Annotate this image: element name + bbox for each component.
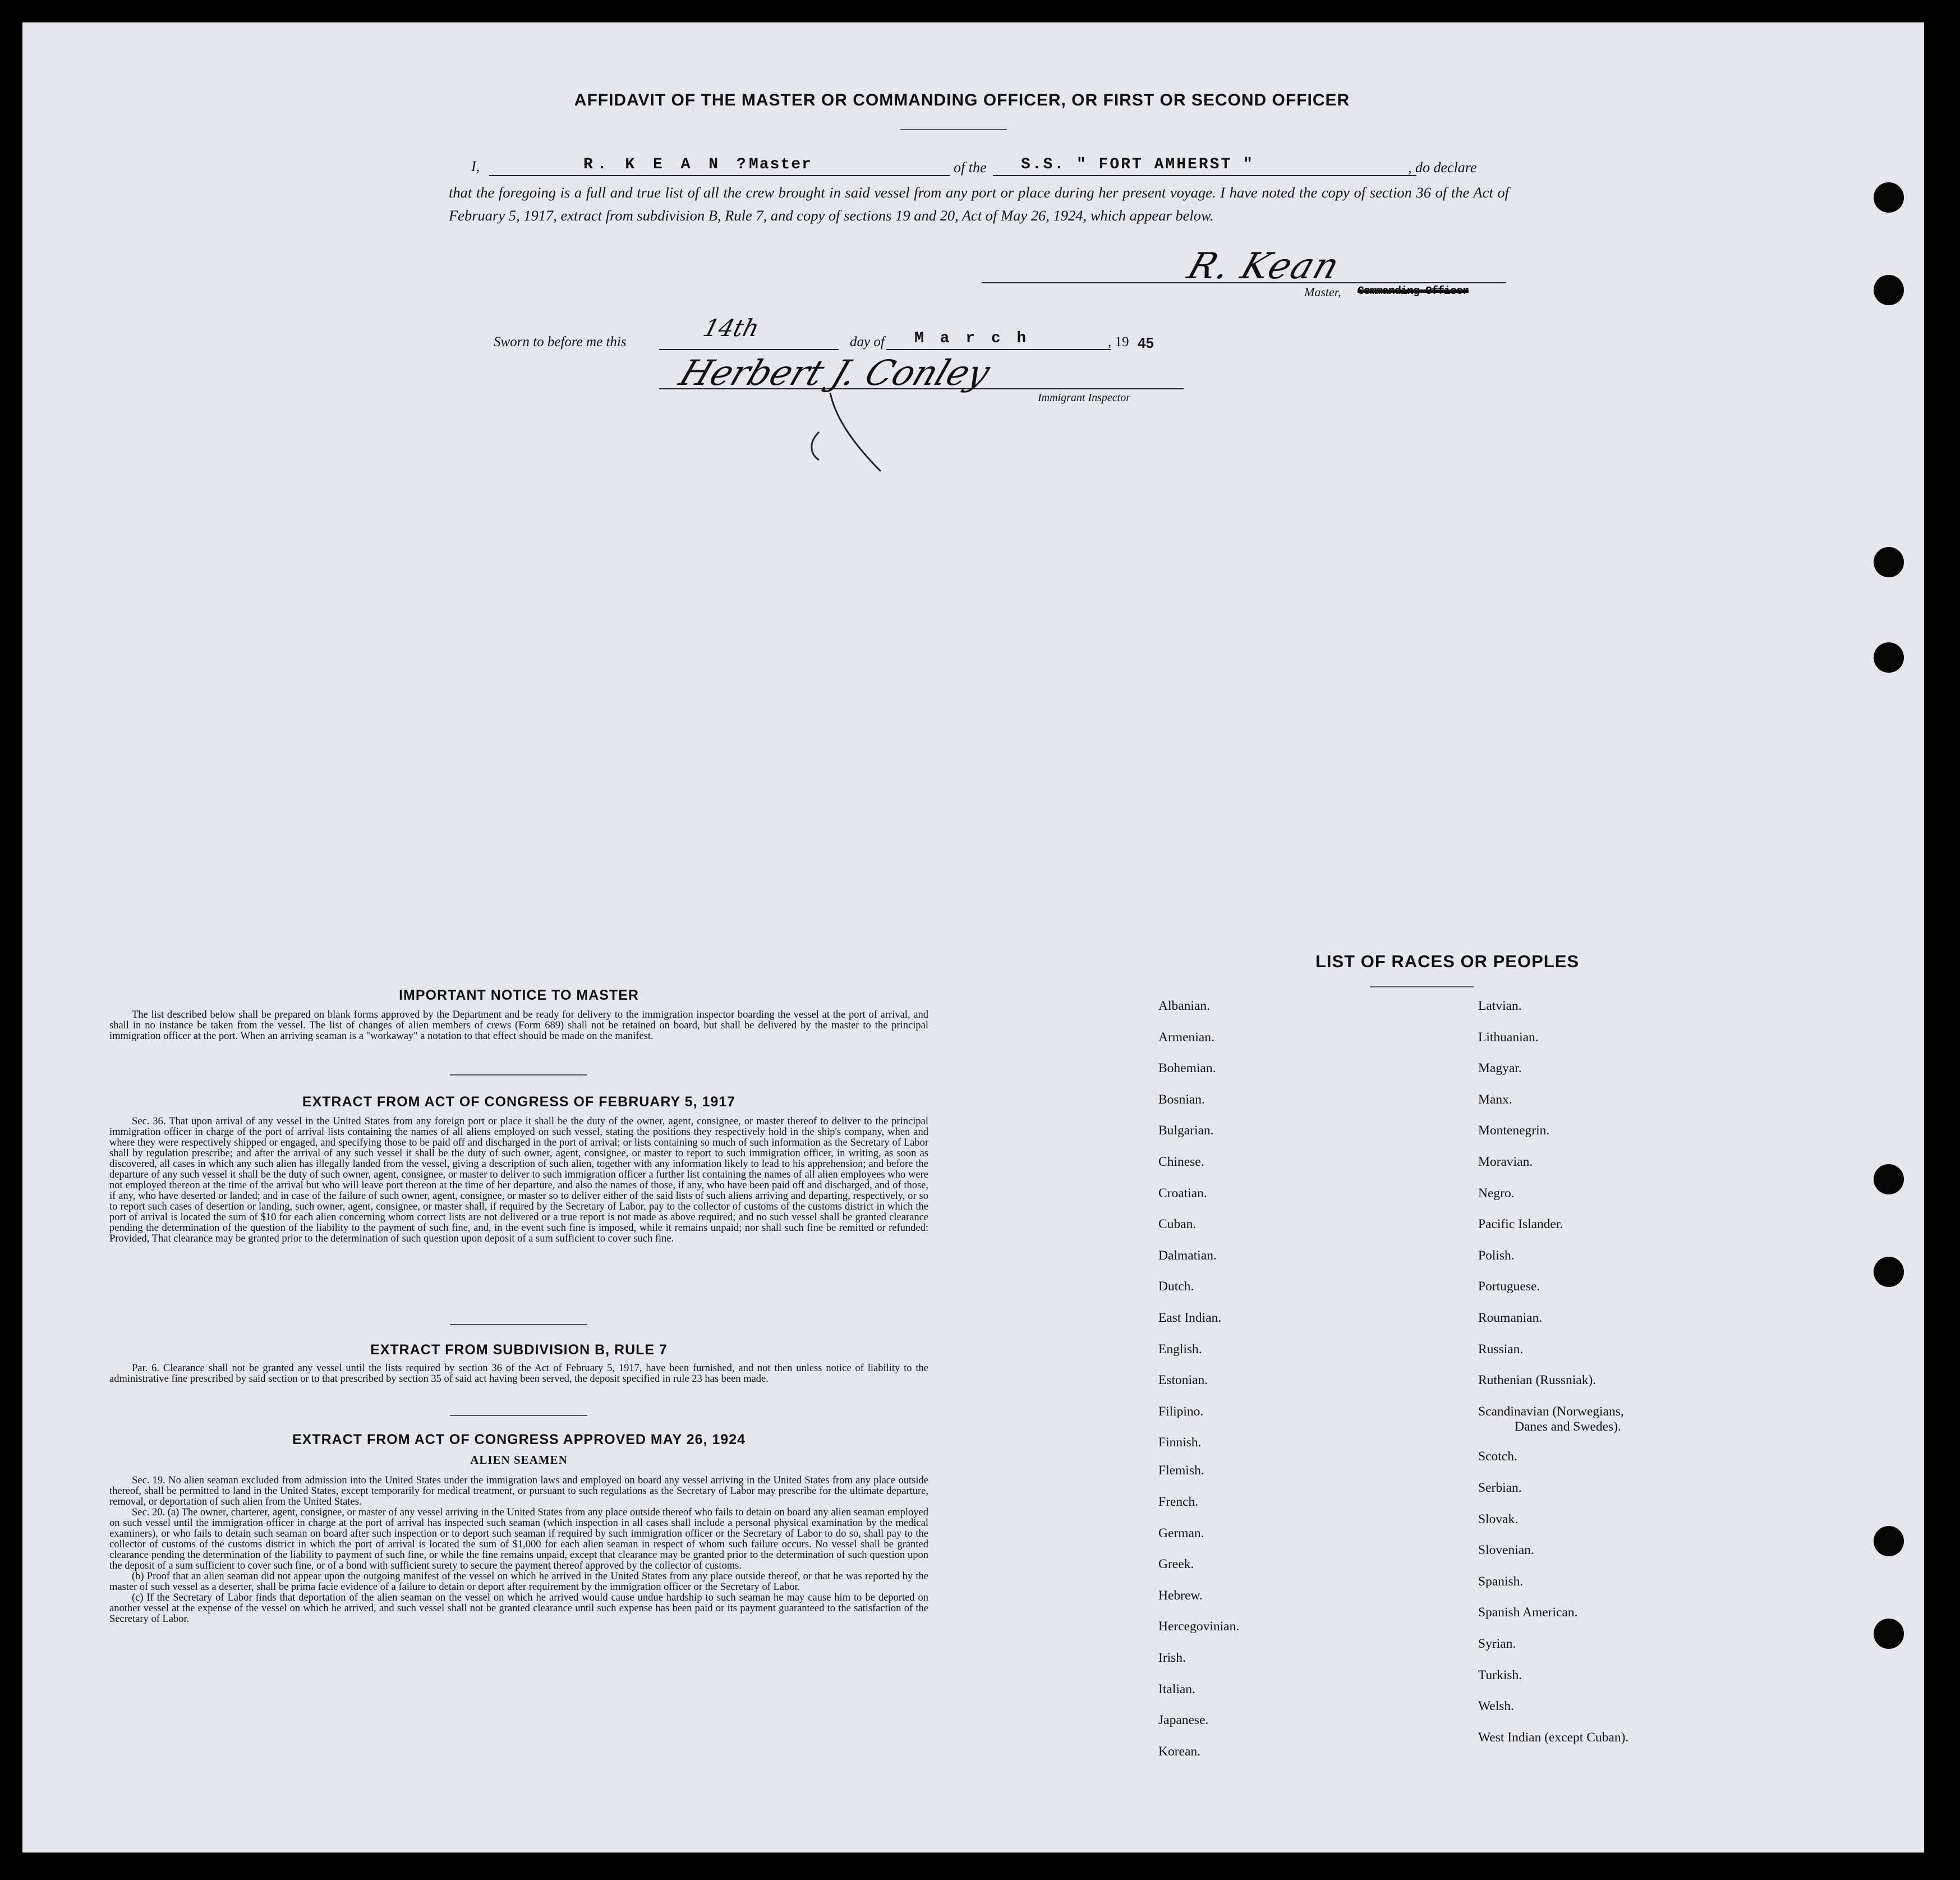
extract-1924-text (109, 1475, 928, 1625)
sworn-month: M a r c h (914, 330, 1030, 347)
extract-1924-subtitle: ALIEN SEAMEN (470, 1453, 568, 1467)
race-item: West Indian (except Cuban). (1478, 1730, 1629, 1745)
race-item: Spanish American. (1478, 1605, 1578, 1620)
punch-hole (1874, 182, 1904, 213)
notice-title: IMPORTANT NOTICE TO MASTER (399, 987, 639, 1003)
races-title-divider (1370, 986, 1474, 987)
race-item: Ruthenian (Russniak). (1478, 1373, 1596, 1388)
punch-hole (1874, 642, 1904, 673)
punch-hole (1874, 1526, 1904, 1556)
label-of-the: of the (954, 159, 987, 176)
race-item: Russian. (1478, 1341, 1524, 1357)
label-i: I, (471, 158, 480, 174)
race-item: Manx. (1478, 1092, 1512, 1107)
punch-hole (1874, 275, 1904, 305)
race-item: Flemish. (1158, 1463, 1204, 1478)
race-item: Moravian. (1478, 1155, 1533, 1169)
race-item: Bosnian. (1158, 1092, 1205, 1107)
inspector-signature-flourish (797, 387, 909, 488)
race-item: Negro. (1478, 1185, 1515, 1201)
race-item: English. (1158, 1341, 1202, 1357)
race-item: Italian. (1158, 1681, 1195, 1697)
sec-20c: (c) If the Secretary of Labor finds that deportation of the alien seaman on the vessel on which he arrived would cause undue hardship to such seaman he may cause him to be deported on another vessel at the expense of the vessel on which he arrived, and such vessel shall not be granted clearance until such expense has been paid or its payment guaranteed to the satisfaction of the Secretary of Labor. (109, 1592, 928, 1625)
inspector-signature: Herbert J. Conley (674, 352, 996, 393)
race-item: Spanish. (1478, 1574, 1524, 1589)
race-item: Polish. (1478, 1248, 1515, 1263)
sworn-month-underline (886, 349, 1111, 350)
sec-20b: (b) Proof that an alien seaman did not appear upon the outgoing manifest of the vessel on which he arrived in the United States from any place outside thereof, or that he was reported by the master of such vessel as a deserter, shall be prima facie evidence of a failure to detain or deport after requirement by the immigration officer or the Secretary of Labor. (109, 1571, 928, 1593)
race-item: Japanese. (1158, 1713, 1209, 1728)
sec-19: Sec. 19. No alien seaman excluded from admission into the United States under the immigration laws and employed on board any vessel arriving in the United States from any place outside thereof, shall be permitted to land in the United States, except temporarily for medical treatment, or pursuant to such regulations as the Secretary of Labor may prescribe for the ultimate departure, removal, or deportation of such alien from the United States. (109, 1475, 928, 1507)
master-signature: R. Kean (1182, 246, 1346, 287)
race-item: French. (1158, 1495, 1199, 1510)
races-title: LIST OF RACES OR PEOPLES (1315, 952, 1580, 971)
sec-20a: Sec. 20. (a) The owner, charterer, agent, consignee, or master of any vessel arriving in the United States from any place outside thereof who fails to detain on board any alien seaman employed on such vessel until the immigration officer in charge at the port of arrival has inspected such seaman (which inspection in all cases shall include a personal physical examination by the medical examiners), or who fails to detain such seaman on board after such inspection or to deport such seaman if required by such immigration officer or the Secretary of Labor to do so, shall pay to the collector of customs of the customs district in which the port of arrival is located the sum of $1,000 for each alien seaman in respect of whom such failure occurs. No vessel shall be granted clearance pending the determination of the liability to payment of such fine, or while the fine remains unpaid, except that clearance may be granted prior to the determination of such question upon the deposit of a sum sufficient to cover such fine, or of a bond with sufficient surety to secure the payment thereof approved by the collector of customs. (109, 1507, 928, 1571)
notice-text: The list described below shall be prepared on blank forms approved by the Department and be ready for delivery to the immigration inspector boarding the vessel at the port of arrival, and shall in no instance be taken from the vessel. The list of changes of alien members of crews (Form 689) shall not be retained on board, but shall be delivered by the master to the principal immigration officer at the port. When an arriving seaman is a "workaway" a notation to that effect should be made on the manifest. (109, 1009, 928, 1042)
master-label: Master, (1304, 285, 1341, 299)
race-item: Bohemian. (1158, 1061, 1216, 1076)
race-item: Portuguese. (1478, 1279, 1540, 1294)
race-item: Pacific Islander. (1478, 1217, 1563, 1232)
section-divider (450, 1415, 587, 1416)
name-underline (489, 175, 950, 176)
extract-rule7-title: EXTRACT FROM SUBDIVISION B, RULE 7 (370, 1342, 668, 1358)
label-day-of: day of (850, 334, 885, 350)
vessel-name: S.S. " FORT AMHERST " (1021, 156, 1254, 173)
race-item: Scandinavian (Norwegians, (1478, 1404, 1624, 1419)
label-do-declare: , do declare (1408, 159, 1477, 176)
race-item: Greek. (1158, 1557, 1194, 1572)
master-name: R. K E A N ? (583, 156, 751, 173)
race-item: Cuban. (1158, 1217, 1197, 1232)
race-item: Hercegovinian. (1158, 1619, 1240, 1634)
extract-rule7-text: Par. 6. Clearance shall not be granted any vessel until the lists required by section 36 of the Act of February 5, 1917, have been furnished, and not then unless notice of liability to the administrative fine prescribed by said section or to that prescribed by section 35 of said act having been served, the deposit specified in rule 23 has been made. (109, 1363, 928, 1385)
punch-hole (1874, 1619, 1904, 1649)
race-item: Serbian. (1478, 1481, 1522, 1496)
affidavit-statement: that the foregoing is a full and true list of all the crew brought in said vessel from any port or place during her present voyage. I have noted the copy of section 36 of the Act of February 5, 1917, extract from subdivision B, Rule 7, and copy of sections 19 and 20, Act of May 26, 1924, which appear below. (449, 184, 1509, 224)
race-item: Albanian. (1158, 999, 1211, 1013)
race-item: Roumanian. (1478, 1311, 1543, 1325)
punch-hole (1874, 1257, 1904, 1287)
race-item: Estonian. (1158, 1373, 1208, 1388)
document-page (22, 22, 1924, 1853)
master-rank: Master (749, 156, 812, 173)
sworn-text: Sworn to before me this (494, 334, 627, 350)
race-item: Dutch. (1158, 1279, 1194, 1294)
race-item: German. (1158, 1525, 1204, 1541)
extract-1917-text: Sec. 36. That upon arrival of any vessel in the United States from any foreign port or place it shall be the duty of the owner, agent, consignee, or master thereof to deliver to the principal immigration officer in charge of the port of arrival lists containing the names of all aliens employed on such vessel, stating the positions they respectively hold in the ship's company, when and where they were respectively shipped or engaged, and specifying those to be paid off and discharged in the port of arrival; or lists containing so much of such information as the Secretary of Labor shall by regulation prescribe; and after the arrival of any such vessel it shall be the duty of such owner, agent, consignee, or master to report to such immigration officer, in writing, as soon as discovered, all cases in which any such alien has illegally landed from the vessel, giving a description of such alien, together with any information likely to lead to his apprehension; and before the departure of any such vessel it shall be the duty of such owner, agent, consignee, or master to deliver to such immigration officer a further list containing the names of all alien employees who were not employed thereon at the time of the arrival but who will leave port thereon at the time of her departure, and also the names of those, if any, who have been paid off and discharged, and of those, if any, who have deserted or landed; and in case of the failure of such owner, agent, consignee, or master so to deliver either of the said lists of such aliens arriving and departing, respectively, or so to report such cases of desertion or landing, such owner, agent, consignee, or master shall, if required by the Secretary of Labor, pay to the collector of customs of the customs district in which the port of arrival is located the sum of $10 for each alien concerning whom correct lists are not delivered or a true report is not made as above required; and no such vessel shall be granted clearance pending the determination of the question of the liability to the payment of such fine, and, in the event such fine is imposed, while it remains unpaid; nor shall such fine be remitted or refunded: Provided, That clearance may be granted prior to the determination of such question upon deposit of a sum sufficient to cover such fine. (109, 1116, 928, 1244)
sworn-day: 14th (700, 314, 762, 342)
affidavit-title: AFFIDAVIT OF THE MASTER OR COMMANDING OFFICER, OR FIRST OR SECOND OFFICER (574, 91, 1350, 109)
inspector-label: Immigrant Inspector (1038, 392, 1130, 404)
race-item: Magyar. (1478, 1061, 1522, 1076)
race-item: Syrian. (1478, 1637, 1516, 1652)
race-item: Slovak. (1478, 1511, 1519, 1527)
title-divider (900, 129, 1007, 130)
race-item: Lithuanian. (1478, 1029, 1539, 1045)
section-divider (450, 1074, 587, 1075)
race-item: Slovenian. (1478, 1543, 1534, 1558)
race-item: Montenegrin. (1478, 1123, 1550, 1138)
extract-1924-title: EXTRACT FROM ACT OF CONGRESS APPROVED MAY 26, 1924 (292, 1432, 746, 1447)
punch-hole (1874, 547, 1904, 577)
race-item: Chinese. (1158, 1155, 1204, 1169)
race-item: Scotch. (1478, 1449, 1517, 1464)
race-item: Turkish. (1478, 1667, 1522, 1683)
race-item: Finnish. (1158, 1435, 1202, 1450)
race-item: Latvian. (1478, 999, 1522, 1013)
race-item: Irish. (1158, 1651, 1186, 1666)
label-year-prefix: , 19 (1108, 334, 1129, 350)
section-divider (450, 1324, 587, 1325)
vessel-underline (993, 175, 1416, 176)
race-item: Croatian. (1158, 1185, 1207, 1201)
race-item: Korean. (1158, 1744, 1201, 1759)
sworn-day-underline (659, 349, 839, 350)
race-item: Armenian. (1158, 1029, 1214, 1045)
race-item: Filipino. (1158, 1404, 1204, 1419)
race-item: Danes and Swedes). (1515, 1419, 1621, 1434)
punch-hole (1874, 1164, 1904, 1194)
race-item: East Indian. (1158, 1311, 1222, 1325)
race-item: Bulgarian. (1158, 1123, 1214, 1138)
sworn-year: 45 (1138, 334, 1154, 351)
race-item: Dalmatian. (1158, 1248, 1217, 1263)
extract-1917-title: EXTRACT FROM ACT OF CONGRESS OF FEBRUARY 5, 1917 (302, 1094, 736, 1110)
master-label-struck: Commanding Officer (1358, 285, 1469, 298)
race-item: Welsh. (1478, 1699, 1515, 1714)
race-item: Hebrew. (1158, 1588, 1203, 1603)
